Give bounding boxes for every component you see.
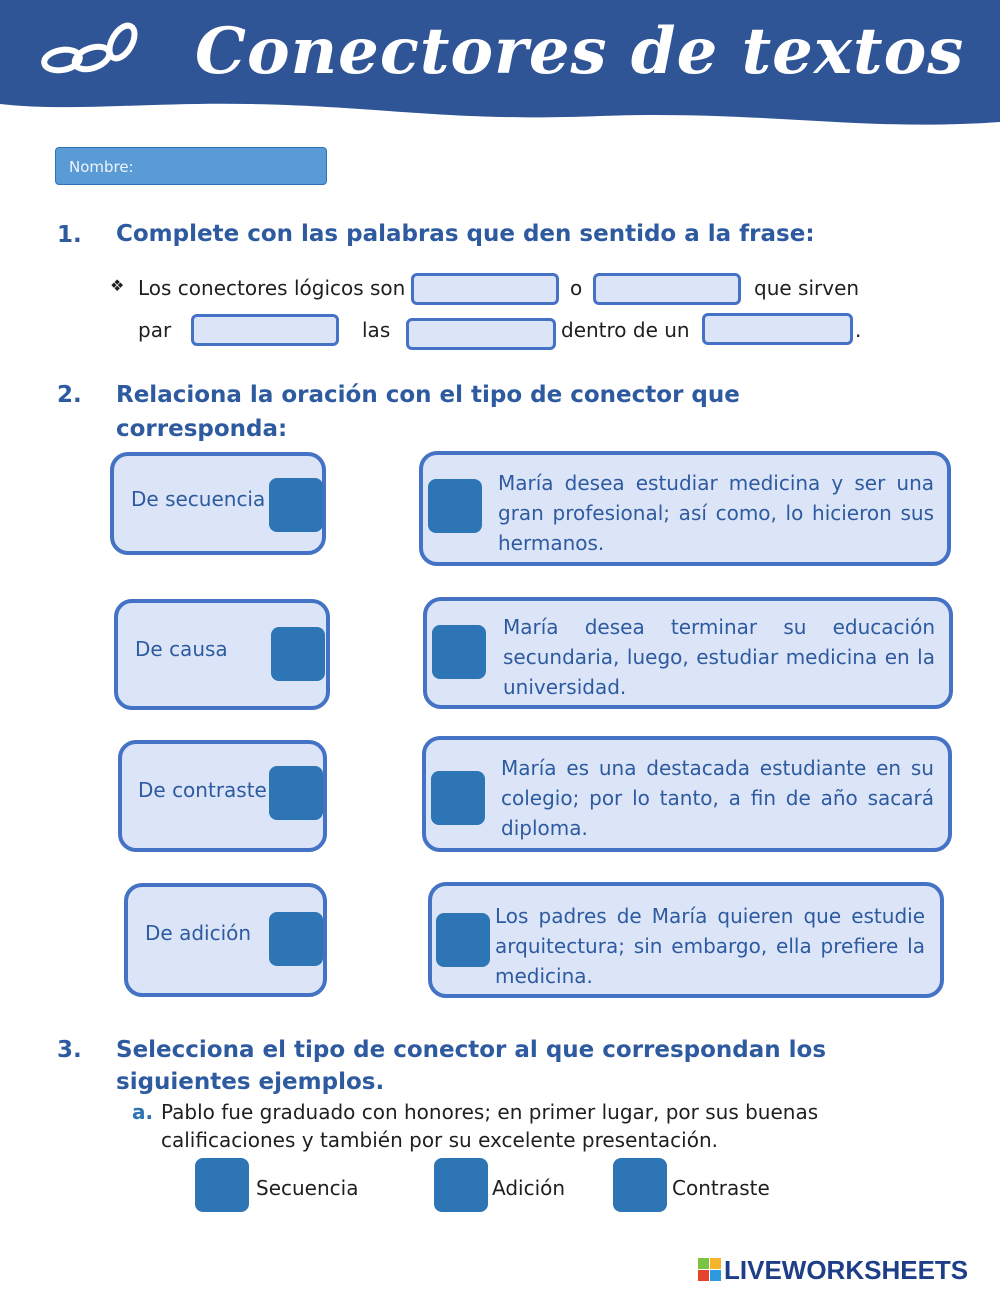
drop-target[interactable] xyxy=(436,913,490,967)
connector-box-secuencia xyxy=(110,452,326,555)
q1-line1-mid: o xyxy=(570,276,583,300)
connector-label: De adición xyxy=(145,921,252,945)
q2-number: 2. xyxy=(57,382,82,408)
sentence-text: María desea estudiar medicina y ser una gran profesional; así como, lo hicieron sus hermanos. xyxy=(498,471,934,555)
q1-number: 1. xyxy=(57,222,82,248)
name-label: Nombre: xyxy=(69,158,134,176)
drag-handle[interactable] xyxy=(271,627,325,681)
q1-line1-start: Los conectores lógicos son xyxy=(138,276,406,300)
drop-target[interactable] xyxy=(428,479,482,533)
option-adicion-checkbox[interactable] xyxy=(434,1158,488,1212)
sentence-text: María desea terminar su educación secundaria, luego, estudiar medicina en la universidad. xyxy=(503,615,935,699)
blank-1[interactable] xyxy=(411,273,559,305)
blank-5[interactable] xyxy=(702,313,853,345)
q2-text-line1: Relaciona la oración con el tipo de conector que xyxy=(116,382,740,408)
q1-line2-mid: las xyxy=(362,318,391,342)
option-adicion-label: Adición xyxy=(492,1176,566,1200)
connector-label: De secuencia xyxy=(131,487,266,511)
footer-logo: LIVEWORKSHEETS xyxy=(724,1255,969,1285)
blank-4[interactable] xyxy=(406,318,556,350)
q2-text-line2: corresponda: xyxy=(116,416,288,442)
q1-line2-mid2: dentro de un xyxy=(561,318,690,342)
q3-text-line1: Selecciona el tipo de conector al que correspondan los xyxy=(116,1037,827,1063)
q1-line2-end: . xyxy=(855,318,862,342)
option-contraste-checkbox[interactable] xyxy=(613,1158,667,1212)
connector-label: De contraste xyxy=(138,778,267,802)
sentence-box-4 xyxy=(428,882,944,998)
sentence-box-2 xyxy=(423,597,953,709)
item-line2: calificaciones y también por su excelente presentación. xyxy=(161,1128,718,1152)
q1-line1-end: que sirven xyxy=(754,276,860,300)
liveworksheets-logo-icon xyxy=(698,1258,722,1282)
q1-line2-start: par xyxy=(138,318,172,342)
drag-handle[interactable] xyxy=(269,912,323,966)
name-input[interactable] xyxy=(55,147,327,185)
option-secuencia-checkbox[interactable] xyxy=(195,1158,249,1212)
sentence-text: Los padres de María quieren que estudie arquitectura; sin embargo, ella prefiere la medicina. xyxy=(495,904,925,988)
blank-2[interactable] xyxy=(593,273,741,305)
sentence-text: María es una destacada estudiante en su colegio; por lo tanto, a fin de año sacará diploma. xyxy=(501,756,934,840)
drag-handle[interactable] xyxy=(269,478,323,532)
item-line1: Pablo fue graduado con honores; en primer lugar, por sus buenas xyxy=(161,1100,819,1124)
blank-3[interactable] xyxy=(191,314,339,346)
drag-handle[interactable] xyxy=(269,766,323,820)
q3-text-line2: siguientes ejemplos. xyxy=(116,1069,385,1095)
item-letter: a. xyxy=(132,1100,154,1124)
drop-target[interactable] xyxy=(431,771,485,825)
drop-target[interactable] xyxy=(432,625,486,679)
sentence-box-1 xyxy=(419,451,951,566)
q3-number: 3. xyxy=(57,1037,82,1063)
sentence-box-3 xyxy=(422,736,952,852)
chain-icon xyxy=(40,16,150,78)
connector-label: De causa xyxy=(135,637,228,661)
page-title: Conectores de textos xyxy=(195,14,965,89)
option-secuencia-label: Secuencia xyxy=(256,1176,359,1200)
connector-box-contraste xyxy=(118,740,327,852)
q1-text: Complete con las palabras que den sentido a la frase: xyxy=(116,221,815,247)
option-contraste-label: Contraste xyxy=(672,1176,770,1200)
connector-box-causa xyxy=(114,599,330,710)
connector-box-adicion xyxy=(124,883,327,997)
bullet-icon: ❖ xyxy=(110,276,125,295)
